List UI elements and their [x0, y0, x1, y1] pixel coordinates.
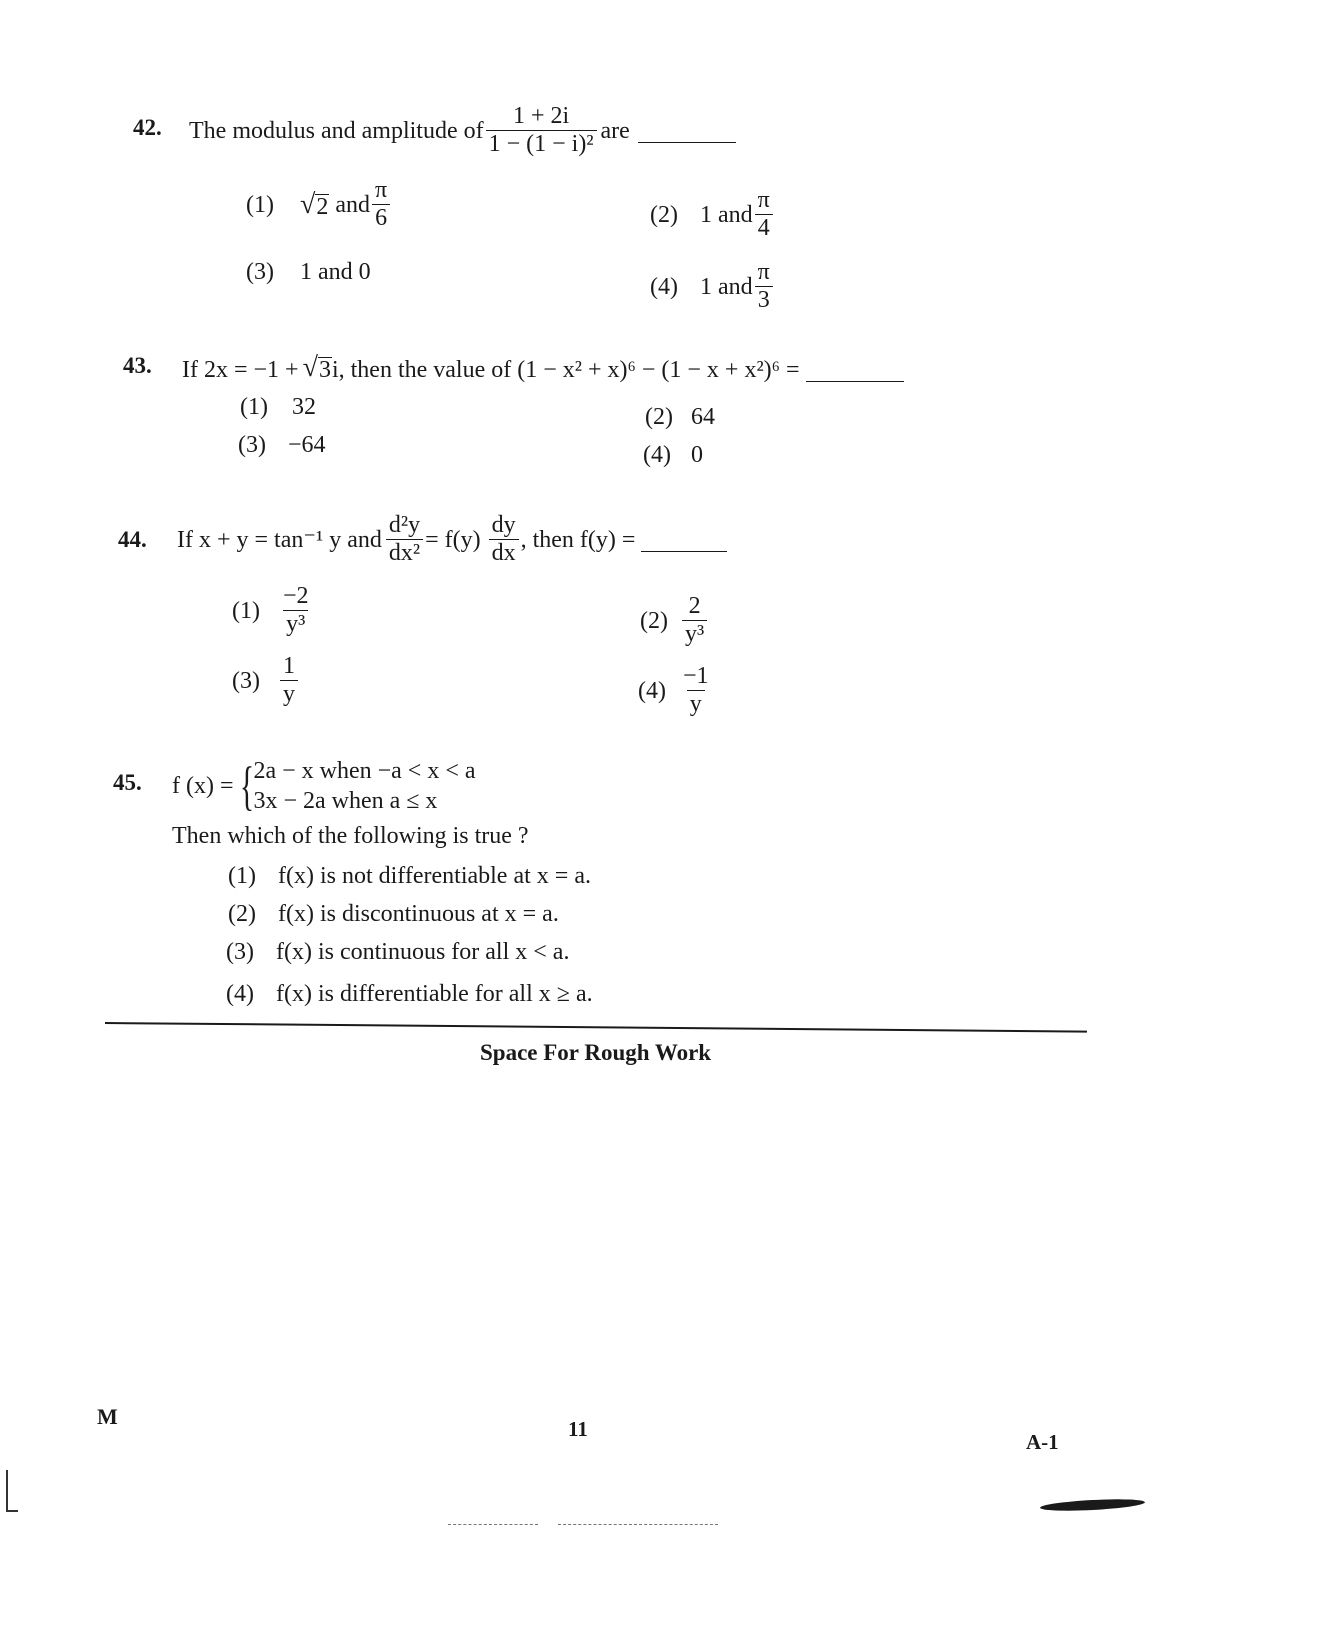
- frac-num: 2: [688, 593, 701, 619]
- frac-num: −1: [682, 663, 709, 689]
- question-45-definition: [172, 756, 476, 816]
- q45-option-2: [228, 902, 559, 926]
- q42-option-2: [650, 188, 775, 241]
- question-number-45: 45.: [113, 770, 142, 795]
- option-fraction: [682, 594, 707, 647]
- option-fraction: [755, 260, 773, 313]
- q45-case-2: 3x − 2a when a ≤ x: [253, 788, 438, 814]
- scan-edge-mark: [6, 1470, 18, 1512]
- q44-first-derivative: [489, 513, 519, 566]
- q42-option-4: [650, 260, 775, 313]
- q45-option-3: [226, 940, 569, 964]
- q43-option-2: [645, 405, 715, 429]
- option-label: (1): [232, 597, 260, 624]
- option-label: (4): [638, 677, 666, 704]
- q42-option-1: [246, 178, 392, 231]
- q44-option-3: [232, 654, 300, 707]
- option-label: (4): [226, 981, 254, 1007]
- sqrt-radicand: 3: [318, 357, 331, 383]
- q44-second-derivative: [386, 513, 423, 566]
- q44-option-2: [640, 594, 709, 647]
- option-text: 1 and 0: [299, 259, 371, 285]
- question-number-44: 44.: [118, 527, 147, 552]
- option-text: and: [335, 191, 371, 218]
- frac-den: y³: [283, 610, 308, 637]
- q42-frac-den: 1 − (1 − i)²: [486, 130, 597, 157]
- q44-answer-blank: [641, 527, 727, 552]
- frac-den: dx²: [386, 539, 423, 566]
- q44-option-1: [232, 584, 314, 637]
- q43-option-4: [643, 443, 703, 467]
- option-text: f(x) is discontinuous at x = a.: [277, 901, 559, 927]
- frac-num: −2: [282, 583, 309, 609]
- option-text: 1 and: [699, 201, 753, 228]
- frac-den: y: [687, 690, 705, 717]
- section-divider: [105, 1022, 1087, 1033]
- option-label: (1): [246, 191, 274, 218]
- q45-case-1: 2a − x when −a < x < a: [253, 758, 476, 784]
- frac-den: dx: [489, 539, 519, 566]
- q43-text-a: If 2x = −1 +: [182, 357, 299, 383]
- question-number-43: 43.: [123, 353, 152, 378]
- frac-num: d²y: [388, 512, 421, 538]
- footer-left-code: M: [97, 1404, 118, 1429]
- q45-cases: [253, 756, 475, 816]
- option-label: (2): [228, 901, 256, 927]
- option-fraction: [755, 188, 773, 241]
- option-text: 0: [690, 442, 703, 468]
- q42-frac-num: 1 + 2i: [512, 103, 570, 129]
- question-44-stem: [177, 513, 727, 566]
- question-43-stem: [182, 354, 904, 382]
- frac-num: 1: [282, 653, 295, 679]
- q44-text-c: , then f(y) =: [520, 526, 636, 553]
- option-text: 1 and: [699, 273, 753, 300]
- q42-answer-blank: [638, 118, 736, 143]
- scan-dash-line: [448, 1524, 538, 1525]
- q45-question: Then which of the following is true ?: [172, 823, 529, 849]
- scan-ink-smudge: [1040, 1497, 1145, 1512]
- option-text: 64: [690, 404, 715, 430]
- option-fraction: [372, 178, 390, 231]
- option-label: (2): [650, 201, 678, 228]
- scan-dash-line: [558, 1524, 718, 1525]
- option-label: (2): [645, 404, 673, 430]
- frac-num: π: [757, 259, 770, 285]
- option-label: (1): [228, 863, 256, 889]
- question-42-stem: [189, 104, 736, 157]
- q43-option-1: [240, 395, 316, 419]
- frac-den: 4: [755, 214, 773, 241]
- frac-den: 6: [372, 204, 390, 231]
- q44-option-4: [638, 664, 714, 717]
- option-label: (3): [232, 667, 260, 694]
- footer-right-code: A-1: [1026, 1430, 1059, 1454]
- left-brace: {: [239, 756, 254, 816]
- option-label: (3): [238, 432, 266, 458]
- q43-text-b: i, then the value of (1 − x² + x)⁶ − (1 − x + x²)⁶ =: [331, 357, 800, 383]
- option-text: f(x) is continuous for all x < a.: [275, 939, 570, 965]
- page-number: 11: [568, 1417, 588, 1441]
- option-text: f(x) is differentiable for all x ≥ a.: [275, 981, 593, 1007]
- frac-den: y³: [682, 620, 707, 647]
- frac-den: y: [280, 680, 298, 707]
- q44-text-b: = f(y): [425, 526, 481, 553]
- q43-answer-blank: [806, 357, 904, 382]
- q45-option-1: [228, 864, 591, 888]
- option-text: f(x) is not differentiable at x = a.: [277, 863, 591, 889]
- option-label: (3): [246, 259, 274, 285]
- q42-text: The modulus and amplitude of: [189, 117, 484, 144]
- frac-num: π: [757, 187, 770, 213]
- option-fraction: [680, 664, 712, 717]
- frac-den: 3: [755, 286, 773, 313]
- q42-suffix: are: [600, 117, 630, 144]
- q44-text-a: If x + y = tan⁻¹ y and: [177, 526, 382, 553]
- option-label: (3): [226, 939, 254, 965]
- frac-num: dy: [491, 512, 516, 538]
- sqrt-radicand: 2: [316, 193, 329, 220]
- q43-option-3: [238, 433, 326, 457]
- sqrt-symbol: √ 3: [302, 352, 331, 383]
- frac-num: π: [375, 177, 388, 203]
- q45-option-4: [226, 982, 593, 1006]
- rough-work-heading: Space For Rough Work: [480, 1040, 712, 1065]
- question-number-42: 42.: [133, 115, 162, 140]
- q45-lhs: f (x) =: [172, 773, 234, 799]
- option-label: (4): [650, 273, 678, 300]
- option-text: −64: [287, 432, 326, 458]
- option-text: 32: [291, 394, 316, 420]
- sqrt-symbol: √ 2: [299, 188, 329, 220]
- option-label: (4): [643, 442, 671, 468]
- option-label: (1): [240, 394, 268, 420]
- option-fraction: [280, 654, 298, 707]
- option-label: (2): [640, 607, 668, 634]
- option-fraction: [280, 584, 312, 637]
- q42-fraction: [486, 104, 597, 157]
- q42-option-3: [246, 260, 371, 284]
